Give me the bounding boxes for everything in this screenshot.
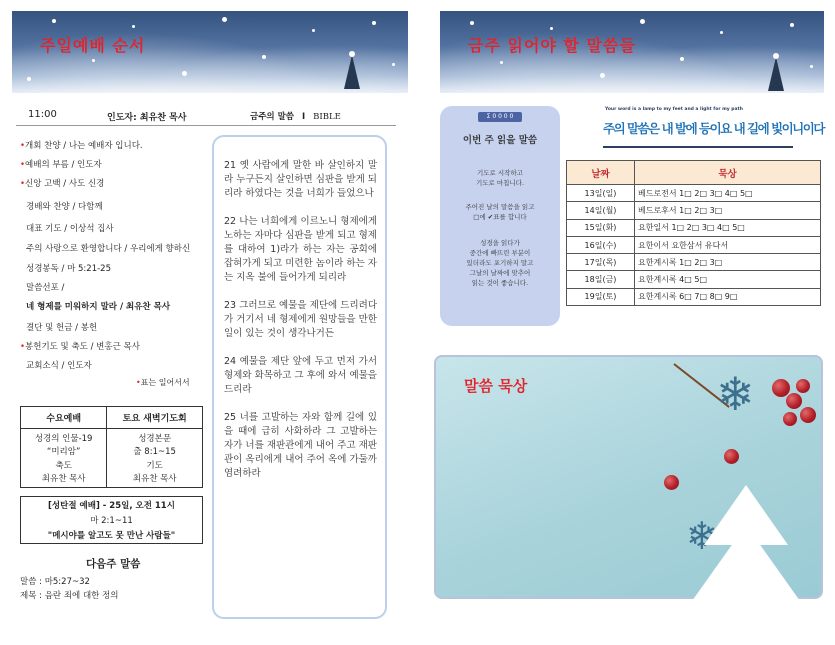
left-banner-title: 주일예배 순서 [40,36,146,55]
table-row [21,444,203,458]
snowflake-icon: ❄ [686,514,718,558]
snowflake-icon: ❄ [716,367,755,421]
date-cell: 18일(금) [567,271,635,288]
header-divider-line [16,125,396,126]
scripture-verse: 23 그러므로 예물을 제단에 드리려다가 거기서 네 형제에게 원망들을 만한 일이 있는 것이 생각나거든 [224,300,377,339]
berry-icon [796,379,810,393]
christmas-line1: [성탄절 예배] - 25일, 오전 11시 [48,501,175,511]
reading-card-badge: Σ 0 0 0 0 [478,112,522,122]
table-row [21,429,203,445]
reading-cell[interactable]: 베드로전서 1□ 2□ 3□ 4□ 5□ [635,185,821,202]
table-header: 수요예배 [21,407,107,429]
reading-cell[interactable]: 베드로후서 1□ 2□ 3□ [635,202,821,219]
date-cell: 13일(일) [567,185,635,202]
berry-icon [664,475,679,490]
date-cell: 16일(수) [567,236,635,253]
service-leader: 인도자: 최유찬 목사 [107,113,187,123]
scripture-header-divider: I [301,112,306,122]
scripture-verse: 22 나는 너희에게 이르노니 형제에게 노하는 자마다 심판을 받게 되고 형제를 대하여 1)라가 하는 자는 공회에 잡혀가게 되고 미련한 놈이라 하는 자는 지옥 불에 들어가게 되리라 [224,216,377,283]
berry-icon [800,407,816,423]
list-item: •신앙 고백 / 사도 신경 [20,179,105,189]
scripture-header-en: BIBLE [313,112,341,122]
date-cell: 17일(목) [567,254,635,271]
christmas-announcement [20,496,203,544]
date-cell: 19일(토) [567,288,635,305]
reading-cell[interactable]: 요한이서 요한삼서 유다서 [635,236,821,253]
list-item: 대표 기도 / 이상석 집사 [26,224,114,234]
reading-cell[interactable]: 요한계시록 1□ 2□ 3□ [635,254,821,271]
table-cell: 출 8:1~15 [107,444,203,458]
berry-icon [783,412,797,426]
berry-icon [772,379,790,397]
table-cell: “미리암” [21,444,107,458]
table-cell: 기도 [107,458,203,472]
list-item: •개회 찬양 / 나는 예배자 입니다. [20,141,143,151]
reading-card-text: 기도로 시작하고 기도로 마칩니다. [475,169,525,187]
reading-card-text: 주어진 날의 말씀을 읽고 □에 ✔표를 합니다 [465,203,535,221]
table-row [567,271,821,288]
scripture-box [212,135,387,619]
meditation-title: 말씀 묵상 [464,377,528,395]
table-cell: 축도 [21,458,107,472]
next-week-title: 다음주 말씀 [86,558,141,570]
table-row [567,219,821,236]
table-row [21,472,203,488]
date-cell: 14일(월) [567,202,635,219]
table-header: 날짜 [567,161,635,185]
table-row [567,185,821,202]
schedule-table [20,406,203,488]
list-item: •봉헌기도 및 축도 / 변홍근 목사 [20,342,140,352]
list-item: 교회소식 / 인도자 [26,361,92,371]
reading-cell[interactable]: 요한계시록 4□ 5□ [635,271,821,288]
meditation-panel [434,355,823,599]
table-cell: 최유찬 목사 [21,472,107,488]
table-row [567,202,821,219]
scripture-header [250,110,341,122]
logo-tagline: Your word is a lamp to my feet and a light for my path [605,107,743,112]
list-item: 성경봉독 / 마 5:21-25 [26,264,111,274]
table-header: 토요 새벽기도회 [107,407,203,429]
scripture-logo [603,107,824,151]
scripture-verse: 24 예물을 제단 앞에 두고 먼저 가서 형제와 화목하고 그 후에 와서 예물을 드리라 [224,356,377,395]
logo-text: 주의 말씀은 내 발에 등이요 내 길에 빛이니이다 [603,121,824,136]
date-cell: 15일(화) [567,219,635,236]
table-header: 묵상 [635,161,821,185]
reading-card-title: 이번 주 읽을 말씀 [462,135,538,146]
right-banner [440,11,824,93]
logo-underline [603,146,793,148]
next-week-subject: 제목 : 음란 죄에 대한 정의 [20,591,119,601]
christmas-line3: "메시야를 알고도 못 만난 사람들" [47,531,176,541]
list-item: 주의 사랑으로 환영합니다 / 우리에게 향하신 [26,244,191,254]
scripture-header-ko: 금주의 말씀 [250,112,295,122]
bible-reading-table [566,160,821,306]
reading-cell[interactable]: 요한계시록 6□ 7□ 8□ 9□ [635,288,821,305]
right-banner-title: 금주 읽어야 할 말씀들 [468,36,636,55]
list-item: 경배와 찬양 / 다함께 [26,202,103,212]
table-row [567,236,821,253]
next-week-verse: 말씀 : 마5:27~32 [20,577,90,587]
list-item: 네 형제를 미워하지 말라 / 최유찬 목사 [26,302,171,312]
table-row [567,288,821,305]
berry-icon [724,449,739,464]
table-cell: 성경의 인물-19 [21,429,107,445]
list-item: 결단 및 헌금 / 봉헌 [26,323,98,333]
reading-card-text: 성경을 읽다가 중간에 빠뜨린 부분이 있더라도 포기하지 말고 그날의 날짜에 맞추어 읽는 것이 좋습니다. [466,239,534,287]
service-time: 11:00 [28,109,57,120]
table-cell: 성경본문 [107,429,203,445]
table-row [21,458,203,472]
standing-footnote: •표는 일어서서 [136,378,190,387]
christmas-line2: 마 2:1~11 [90,516,133,526]
reading-cell[interactable]: 요한일서 1□ 2□ 3□ 4□ 5□ [635,219,821,236]
list-item: •예배의 부름 / 인도자 [20,160,102,170]
table-row [567,254,821,271]
list-item: 말씀선포 / [26,283,65,293]
table-cell: 최유찬 목사 [107,472,203,488]
berry-icon [786,393,802,409]
reading-card [440,106,560,326]
left-banner [12,11,408,93]
scripture-verse: 21 옛 사람에게 말한 바 살인하지 말라 누구든지 살인하면 심판을 받게 되리라 하였다는 것을 너희가 들었으나 [224,160,377,199]
scripture-verse: 25 너를 고발하는 자와 함께 길에 있을 때에 급히 사화하라 그 고발하는 자가 너를 재판관에게 내어 주고 재판관이 옥리에게 내어 주어 옥에 가둘까 염려하라 [224,412,377,479]
